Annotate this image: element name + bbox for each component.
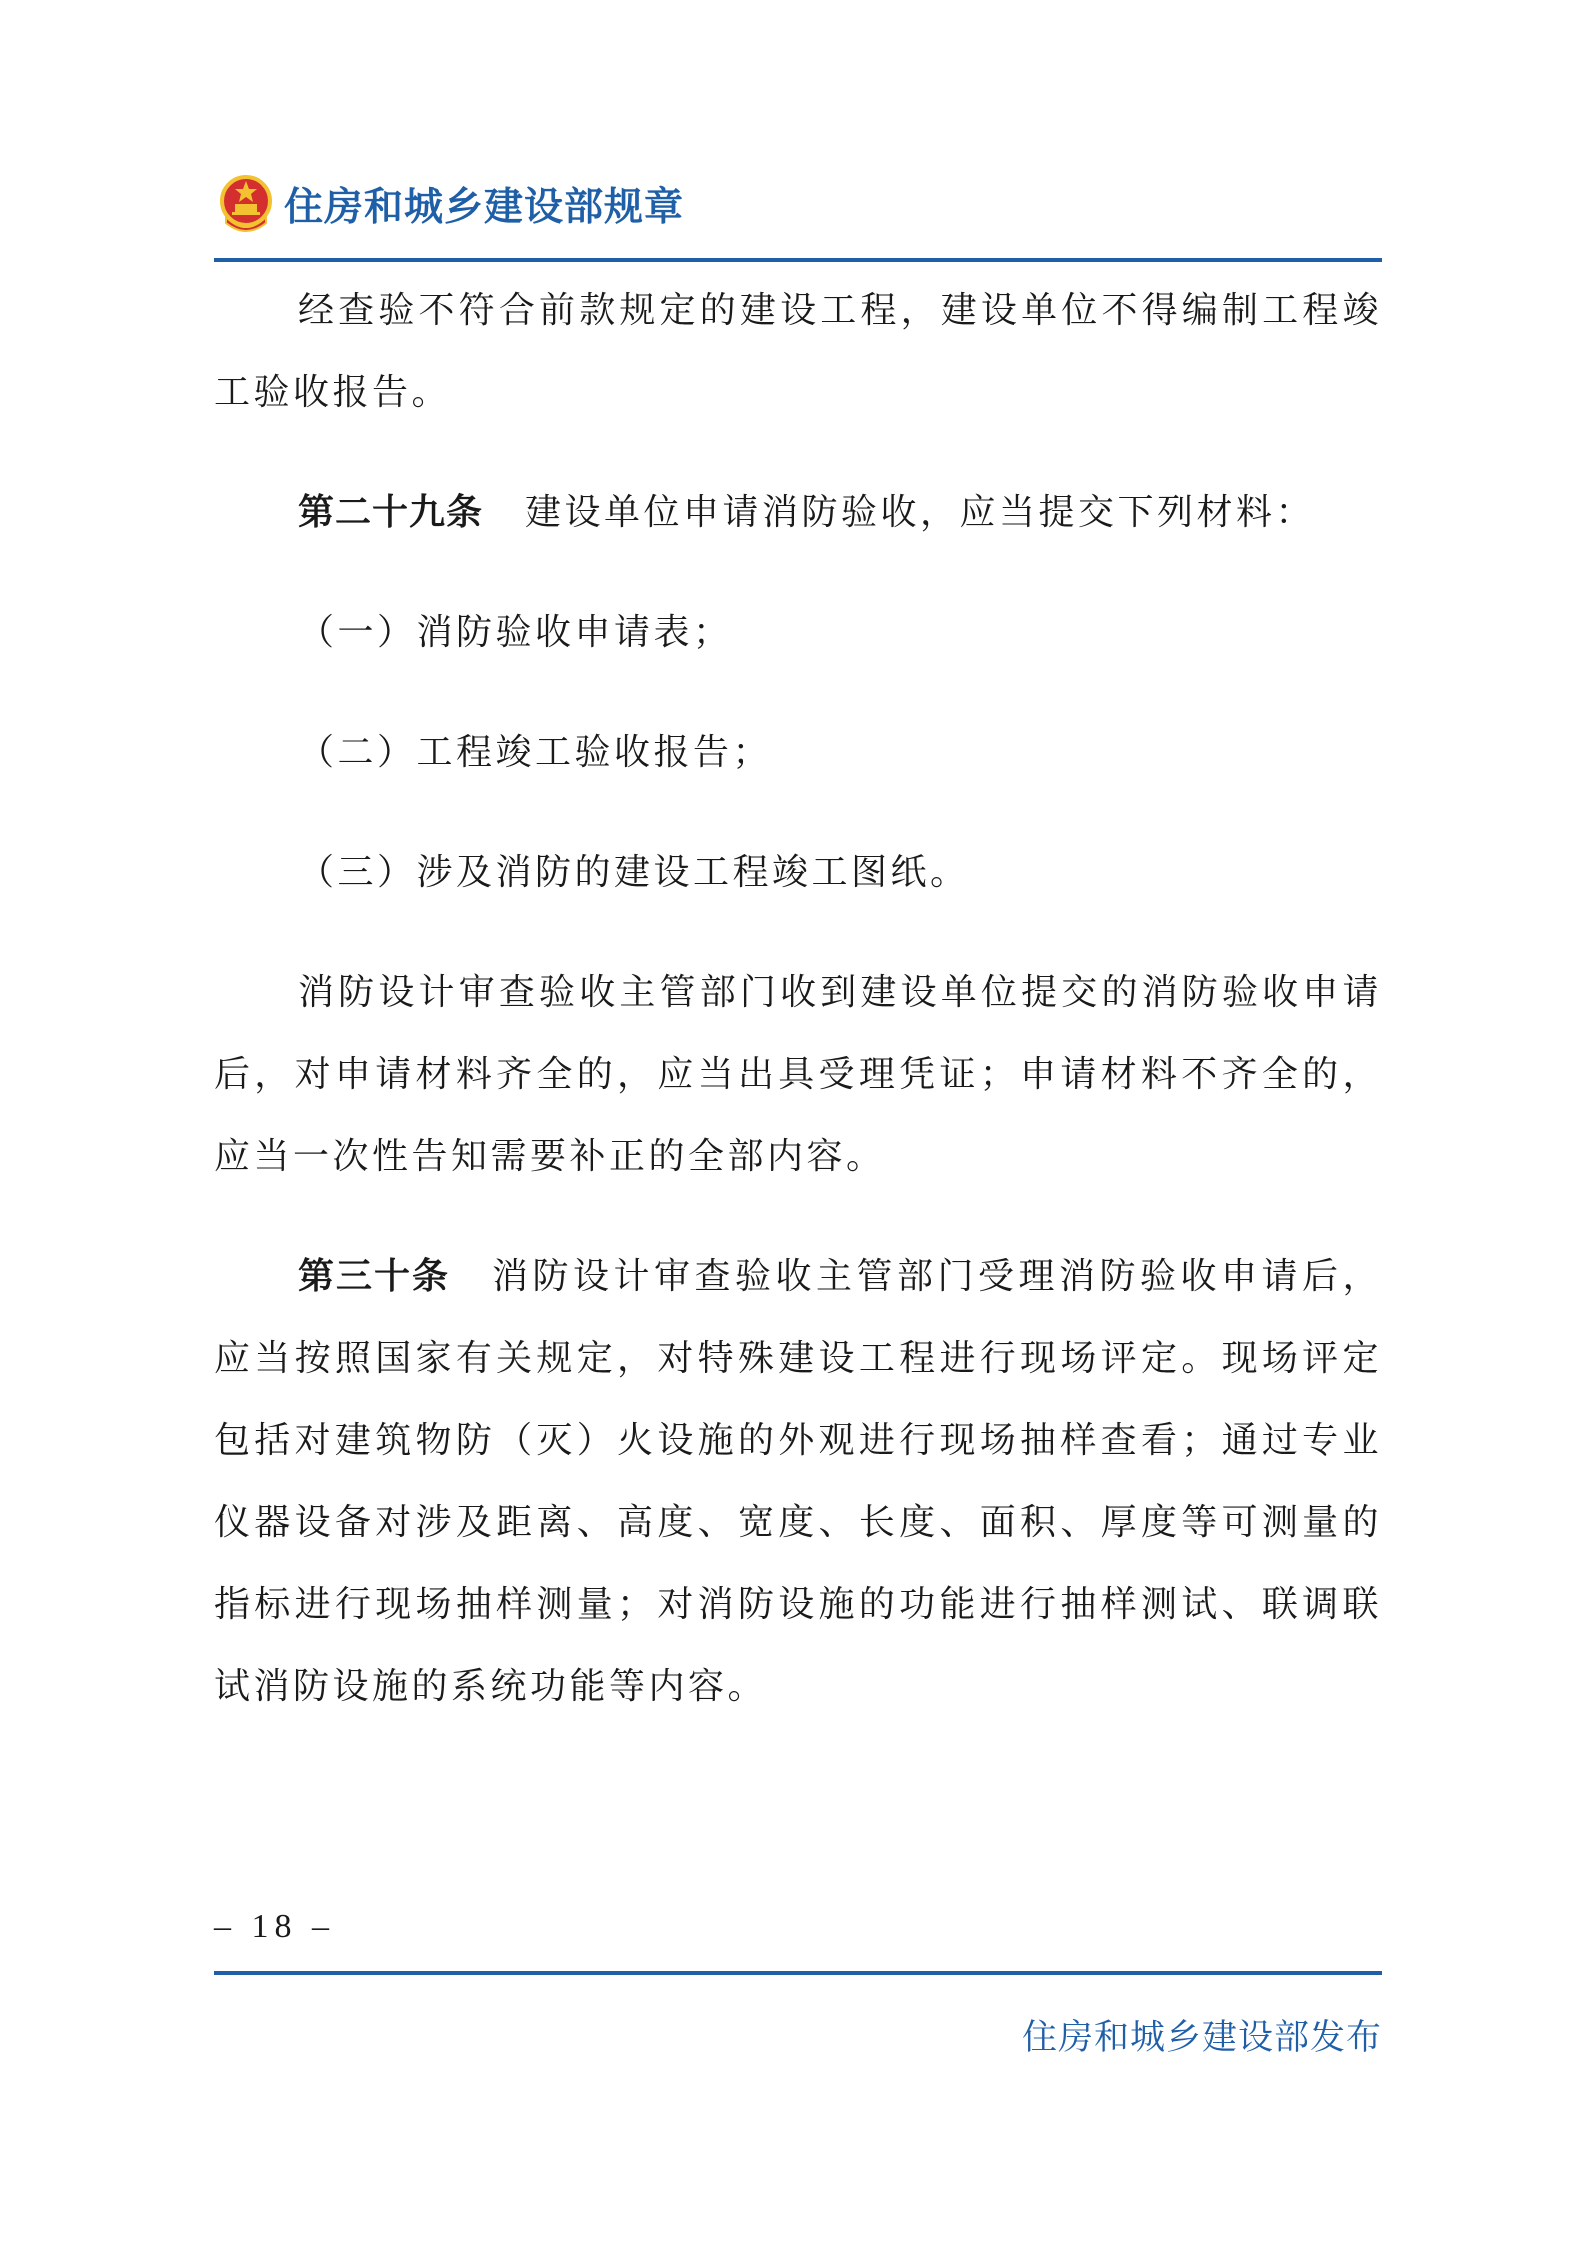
- paragraph-1: 经查验不符合前款规定的建设工程，建设单位不得编制工程竣工验收报告。: [214, 290, 1382, 413]
- list-item: （二）工程竣工验收报告；: [298, 732, 773, 773]
- paragraph-2: 消防设计审查验收主管部门收到建设单位提交的消防验收申请后，对申请材料齐全的，应当出具受理凭证；申请材料不齐全的，应当一次性告知需要补正的全部内容。: [214, 972, 1382, 1177]
- page-number: – 18 –: [214, 1908, 335, 1945]
- article-29: [214, 472, 1382, 554]
- national-emblem-icon: [218, 173, 274, 235]
- page-header: [218, 168, 684, 240]
- list-item: （一）消防验收申请表；: [298, 612, 733, 653]
- article-30-text: 消防设计审查验收主管部门受理消防验收申请后，应当按照国家有关规定，对特殊建设工程进行现场评定。现场评定包括对建筑物防（灭）火设施的外观进行现场抽样查看；通过专业仪器设备对涉及距离、高度、宽度、长度、面积、厚度等可测量的指标进行现场抽样测量；对消防设施的功能进行抽样测试、联调联试消防设施的系统功能等内容。: [214, 1256, 1382, 1707]
- header-divider: [214, 258, 1382, 262]
- article-30-title: 第三十条: [298, 1256, 450, 1297]
- footer-divider: [214, 1971, 1382, 1975]
- header-title: 住房和城乡建设部规章: [284, 185, 685, 230]
- publisher: 住房和城乡建设部发布: [1021, 2018, 1382, 2058]
- article-29-title: 第二十九条: [298, 492, 484, 533]
- list-item: （三）涉及消防的建设工程竣工图纸。: [298, 852, 970, 893]
- article-29-text: 建设单位申请消防验收，应当提交下列材料：: [525, 492, 1316, 533]
- document-body: [214, 270, 1382, 1728]
- article-30: [214, 1236, 1382, 1728]
